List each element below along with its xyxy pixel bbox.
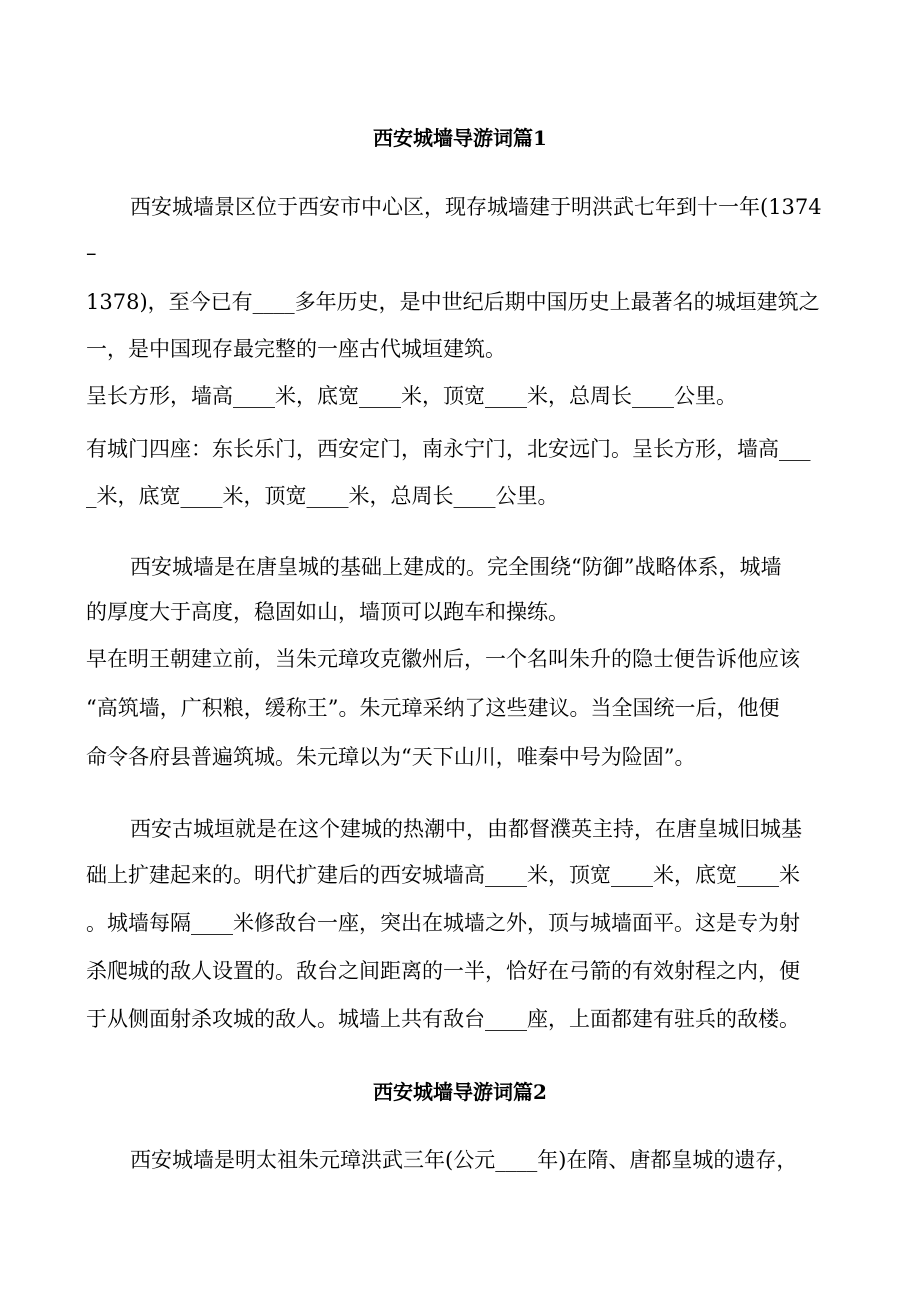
paragraph-line: –	[86, 241, 97, 265]
paragraph-line: 呈长方形，墙高____米，底宽____米，顶宽____米，总周长____公里。	[86, 384, 737, 408]
section-title-1: 西安城墙导游词篇1	[373, 126, 547, 150]
paragraph-line: 于从侧面射杀攻城的敌人。城墙上共有敌台____座，上面都建有驻兵的敌楼。	[86, 1007, 800, 1031]
paragraph-line: 早在明王朝建立前，当朱元璋攻克徽州后，一个名叫朱升的隐士便告诉他应该	[86, 647, 800, 671]
paragraph-line: 有城门四座：东长乐门，西安定门，南永宁门，北安远门。呈长方形，墙高___	[86, 437, 811, 461]
paragraph-line: 西安城墙是明太祖朱元璋洪武三年(公元____年)在隋、唐都皇城的遗存，	[130, 1148, 798, 1172]
paragraph-line: 1378)，至今已有____多年历史，是中世纪后期中国历史上最著名的城垣建筑之	[86, 290, 820, 314]
paragraph-line: “高筑墙，广积粮，缓称王”。朱元璋采纳了这些建议。当全国统一后，他便	[86, 696, 780, 720]
paragraph-line: 一，是中国现存最完整的一座古代城垣建筑。	[86, 337, 506, 361]
paragraph-line: 命令各府县普遍筑城。朱元璋以为“天下山川，唯秦中号为险固”。	[86, 745, 696, 769]
paragraph-line: 杀爬城的敌人设置的。敌台之间距离的一半，恰好在弓箭的有效射程之内，便	[86, 959, 800, 983]
section-title-2: 西安城墙导游词篇2	[373, 1080, 547, 1104]
paragraph-line: 西安古城垣就是在这个建城的热潮中，由都督濮英主持，在唐皇城旧城基	[130, 817, 802, 841]
paragraph-line: 。城墙每隔____米修敌台一座，突出在城墙之外，顶与城墙面平。这是专为射	[86, 911, 800, 935]
paragraph-line: 础上扩建起来的。明代扩建后的西安城墙高____米，顶宽____米，底宽____米	[86, 863, 800, 887]
paragraph-line: 西安城墙景区位于西安市中心区，现存城墙建于明洪武七年到十一年(1374	[130, 195, 822, 219]
paragraph-line: _米，底宽____米，顶宽____米，总周长____公里。	[86, 484, 559, 508]
paragraph-line: 西安城墙是在唐皇城的基础上建成的。完全围绕“防御”战略体系，城墙	[130, 555, 782, 579]
paragraph-line: 的厚度大于高度，稳固如山，墙顶可以跑车和操练。	[86, 600, 569, 624]
